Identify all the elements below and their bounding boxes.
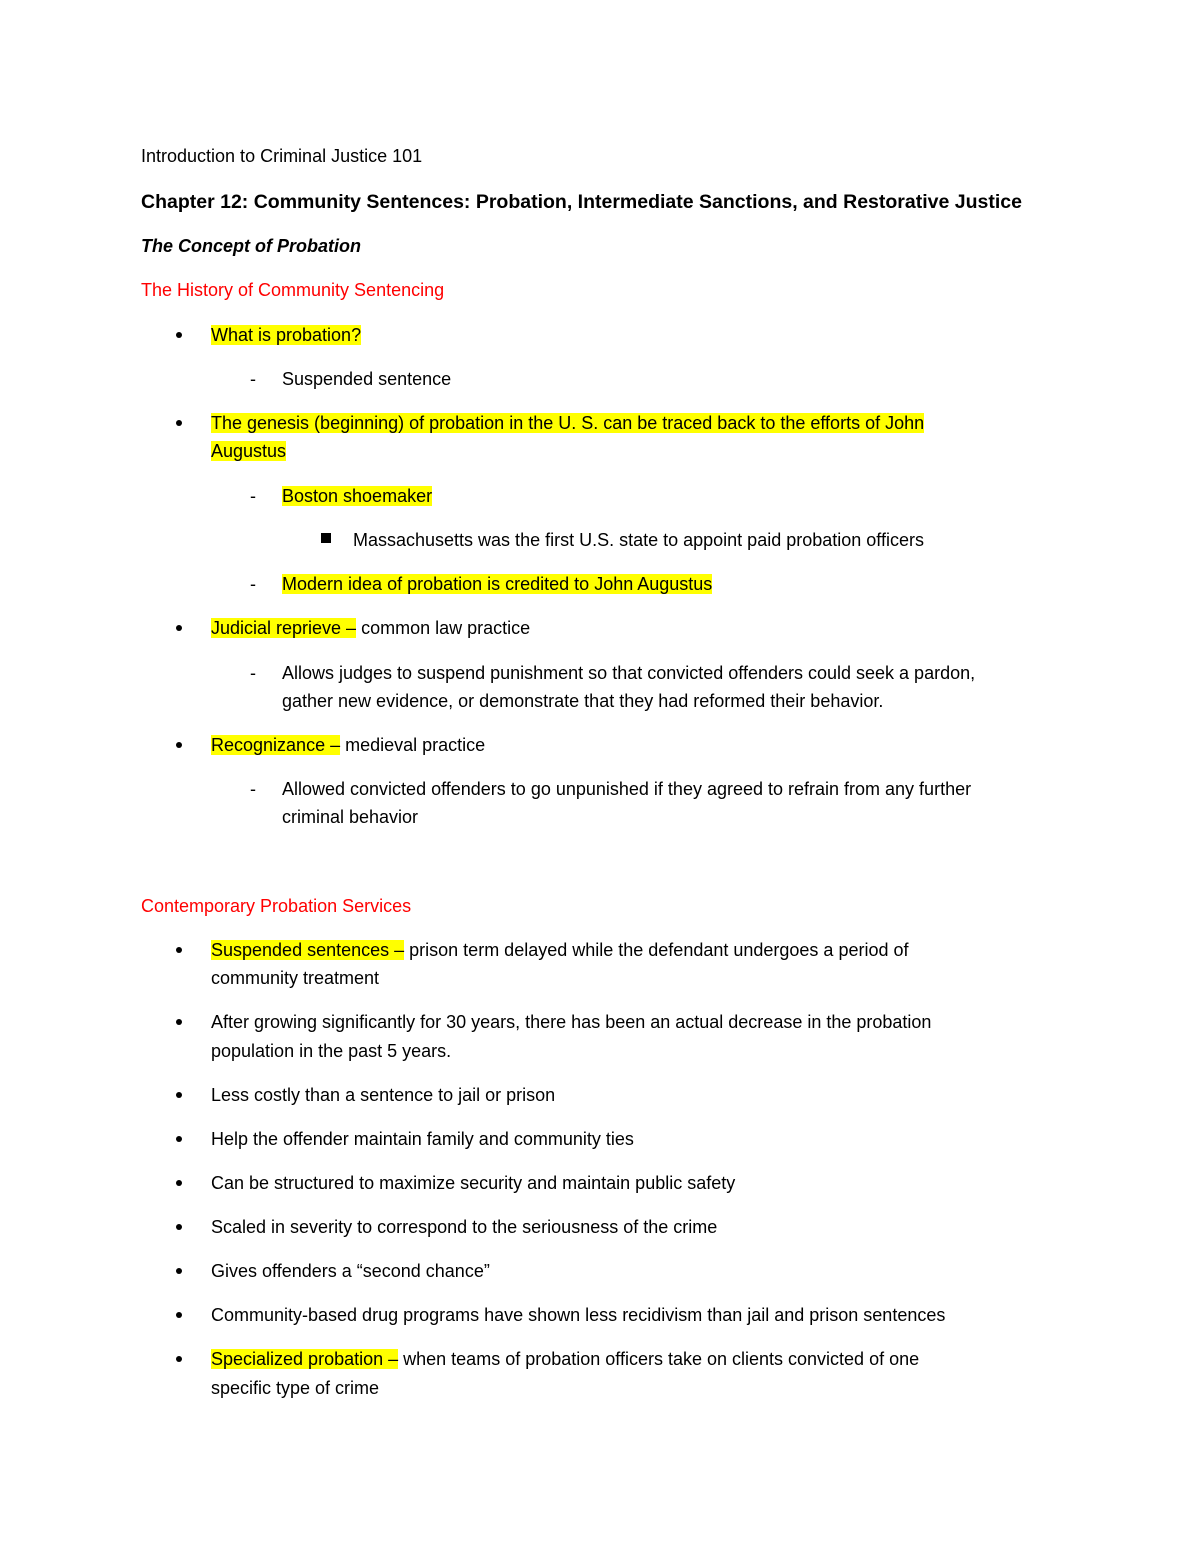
bullet-decrease-line2: population in the past 5 years.: [211, 1041, 452, 1061]
bullet-dot-icon: [176, 1180, 182, 1186]
sub-allowed-convicted-line2: criminal behavior: [282, 807, 419, 827]
bullet-specialized-probation-line2: specific type of crime: [211, 1378, 380, 1398]
bullet-dot-icon: [176, 1312, 182, 1318]
highlight-text: Augustus: [211, 441, 287, 461]
highlight-text: Boston shoemaker: [282, 486, 433, 506]
highlight-text: Suspended sentences –: [211, 940, 405, 960]
bullet-suspended-sentences-line2: community treatment: [211, 968, 380, 988]
course-title: Introduction to Criminal Justice 101: [141, 146, 423, 166]
highlight-text: What is probation?: [211, 325, 362, 345]
bullet-genesis-line1: [211, 409, 924, 437]
highlight-text: Judicial reprieve –: [211, 618, 357, 638]
dash-icon: -: [250, 779, 256, 799]
bullet-dot-icon: [176, 625, 182, 631]
bullet-genesis-line2: [211, 437, 286, 465]
bullet-dot-icon: [176, 332, 182, 338]
sub-suspended-sentence: Suspended sentence: [282, 369, 452, 389]
square-bullet-icon: [321, 533, 331, 543]
sub-allowed-convicted-line1: Allowed convicted offenders to go unpunished if they agreed to refrain from any further: [282, 779, 972, 799]
sub-modern-idea: [282, 570, 712, 598]
bullet-dot-icon: [176, 1019, 182, 1025]
bullet-maximize-security: Can be structured to maximize security and maintain public safety: [211, 1173, 736, 1193]
bullet-scaled-severity: Scaled in severity to correspond to the seriousness of the crime: [211, 1217, 718, 1237]
bullet-specialized-probation: [211, 1345, 919, 1373]
highlight-text: The genesis (beginning) of probation in the U. S. can be traced back to the efforts of John: [211, 413, 925, 433]
bullet-dot-icon: [176, 1224, 182, 1230]
dash-icon: -: [250, 574, 256, 594]
highlight-text: Modern idea of probation is credited to John Augustus: [282, 574, 713, 594]
contemporary-heading: Contemporary Probation Services: [141, 896, 412, 916]
bullet-dot-icon: [176, 1268, 182, 1274]
dash-icon: -: [250, 663, 256, 683]
bullet-dot-icon: [176, 1356, 182, 1362]
bullet-less-costly: Less costly than a sentence to jail or prison: [211, 1085, 556, 1105]
bullet-judicial-reprieve: [211, 614, 530, 642]
plain-text: common law practice: [356, 618, 531, 638]
concept-heading: The Concept of Probation: [141, 236, 361, 256]
bullet-dot-icon: [176, 1092, 182, 1098]
sub-massachusetts: Massachusetts was the first U.S. state to appoint paid probation officers: [353, 530, 924, 550]
chapter-title: Chapter 12: Community Sentences: Probation, Intermediate Sanctions, and Restorative Justice: [141, 191, 1022, 213]
bullet-family-ties: Help the offender maintain family and community ties: [211, 1129, 634, 1149]
plain-text: when teams of probation officers take on clients convicted of one: [398, 1349, 920, 1369]
bullet-drug-programs: Community-based drug programs have shown less recidivism than jail and prison sentences: [211, 1305, 946, 1325]
history-heading: The History of Community Sentencing: [141, 280, 445, 300]
bullet-dot-icon: [176, 742, 182, 748]
bullet-decrease-line1: After growing significantly for 30 years, there has been an actual decrease in the probation: [211, 1012, 932, 1032]
bullet-recognizance: [211, 731, 485, 759]
bullet-second-chance: Gives offenders a “second chance”: [211, 1261, 490, 1281]
dash-icon: -: [250, 369, 256, 389]
dash-icon: -: [250, 486, 256, 506]
bullet-dot-icon: [176, 947, 182, 953]
highlight-text: Recognizance –: [211, 735, 341, 755]
bullet-what-is-probation: [211, 321, 361, 349]
bullet-suspended-sentences: [211, 936, 909, 964]
plain-text: medieval practice: [340, 735, 486, 755]
plain-text: prison term delayed while the defendant undergoes a period of: [404, 940, 909, 960]
bullet-dot-icon: [176, 420, 182, 426]
sub-allows-judges-line2: gather new evidence, or demonstrate that they had reformed their behavior.: [282, 691, 884, 711]
highlight-text: Specialized probation –: [211, 1349, 399, 1369]
sub-boston-shoemaker: [282, 482, 432, 510]
bullet-dot-icon: [176, 1136, 182, 1142]
sub-allows-judges-line1: Allows judges to suspend punishment so that convicted offenders could seek a pardon,: [282, 663, 976, 683]
